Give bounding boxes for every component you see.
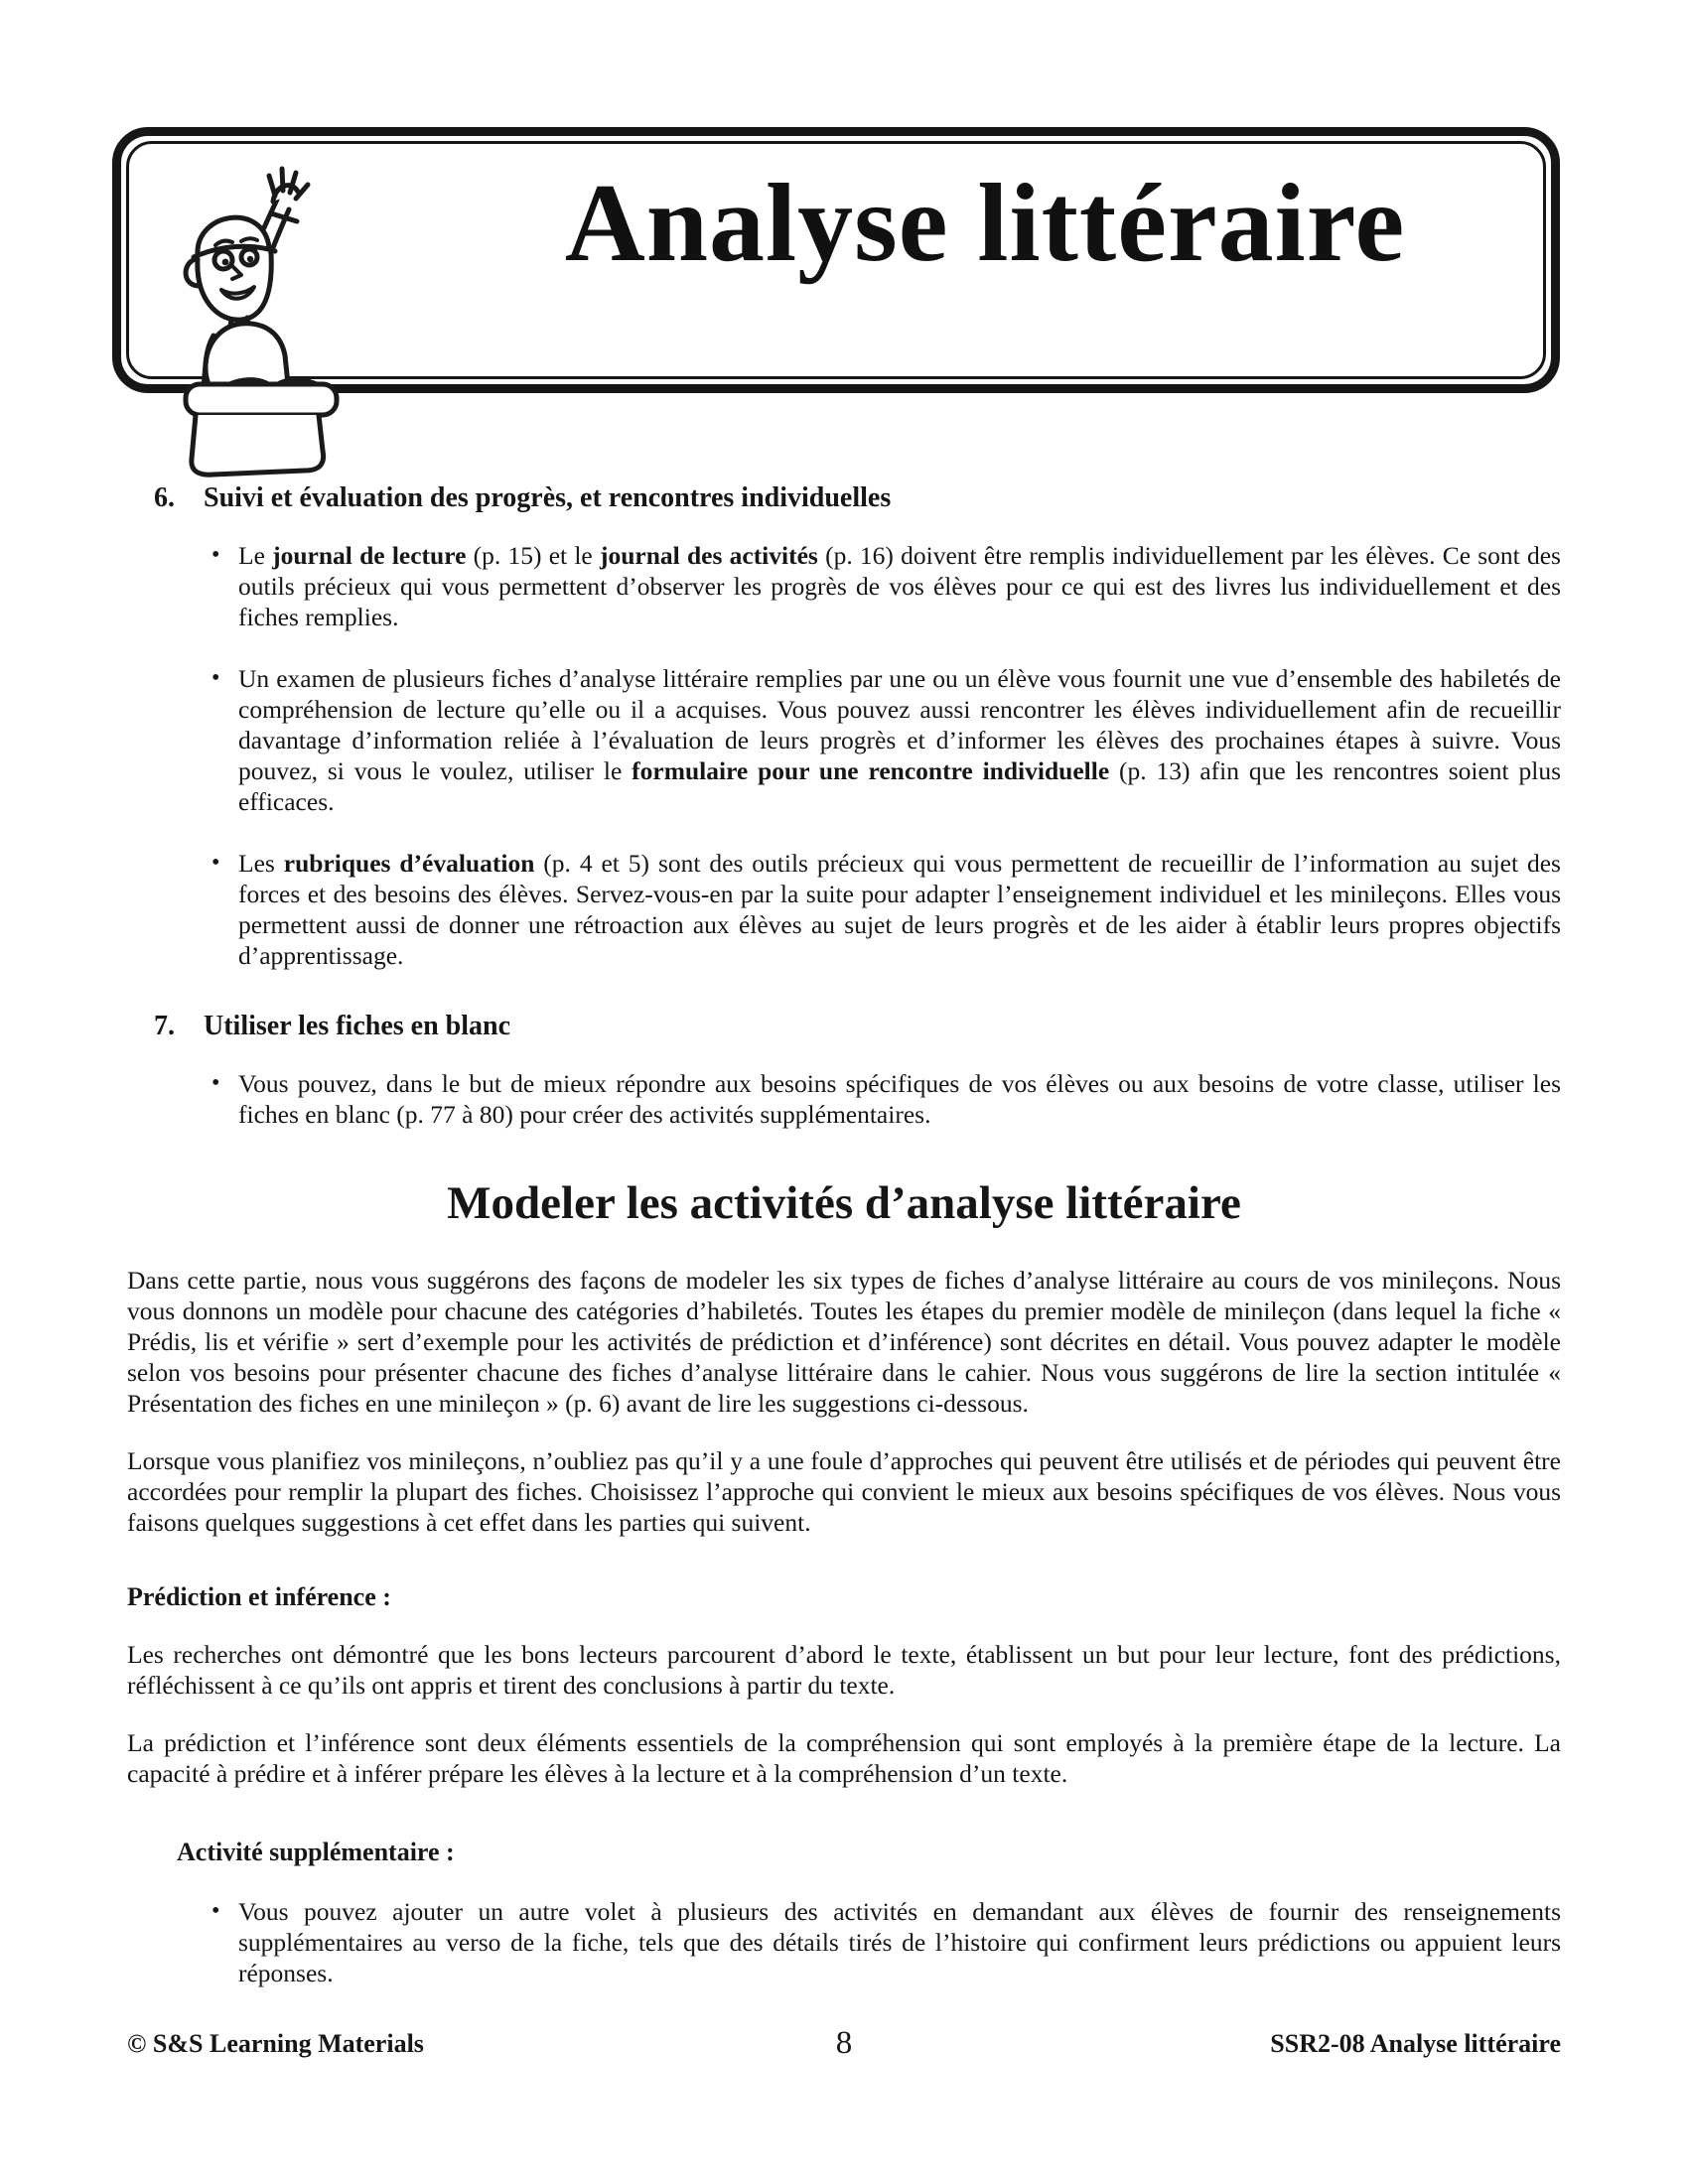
bullet-rubriques-evaluation: • Les rubriques d’évaluation (p. 4 et 5) sont des outils précieux qui vous permettent de recueillir de l’information au sujet des forces et des besoins des élèves. Servez-vous-en par la suite pour adapter l’enseignement individuel et les minileçons. Elles vous permettent aussi de donner une rétroaction aux élèves au sujet de leurs progrès et de les aider à établir leurs propres objectifs d’apprentissage. — [127, 848, 1561, 971]
bullet-fiches-en-blanc: • Vous pouvez, dans le but de mieux répondre aux besoins spécifiques de vos élèves ou aux besoins de votre classe, utiliser les fiches en blanc (p. 77 à 80) pour créer des activités supplémentaires. — [127, 1068, 1561, 1130]
prediction-paragraph-1: Les recherches ont démontré que les bons lecteurs parcourent d’abord le texte, établissent un but pour leur lecture, font des prédictions, réfléchissent à ce qu’ils ont appris et tirent des conclusions à partir du texte. — [127, 1640, 1561, 1700]
section-6-heading — [154, 482, 1561, 514]
bullet-journal-de-lecture: • Le journal de lecture (p. 15) et le journal des activités (p. 16) doivent être remplis individuellement par les élèves. Ce sont des outils précieux qui vous permettent d’observer les progrès de vos élèves pour ce qui est des livres lus individuellement et des fiches remplies. — [127, 540, 1561, 632]
section-7-bullets — [127, 1068, 1561, 1130]
activity-heading: Activité supplémentaire : — [177, 1838, 455, 1866]
page-footer — [127, 2025, 1561, 2069]
bullet-activite-supplementaire: • Vous pouvez ajouter un autre volet à plusieurs des activités en demandant aux élèves de fournir des renseignements supplémentaires au verso de la fiche, tels que des détails tirés de l’histoire qui confirment leurs prédictions ou appuient leurs réponses. — [127, 1896, 1561, 1988]
edition-text: SSR2-08 Analyse littéraire — [1270, 2029, 1561, 2058]
section-7 — [127, 1011, 1561, 1130]
modeling-paragraph-1: Dans cette partie, nous vous suggérons des façons de modeler les six types de fiches d’analyse littéraire au cours de vos minileçons. Nous vous donnons un modèle pour chacune des catégories d’habiletés. Toutes les étapes du premier modèle de minileçon (dans lequel la fiche « Prédis, lis et vérifie » sert d’exemple pour les activités de prédiction et d’inférence) sont décrites en détail. Vous pouvez adapter le modèle selon vos besoins pour présenter chacune des fiches d’analyse littéraire dans le cahier. Nous vous suggérons de lire la section intitulée « Présentation des fiches en une minileçon » (p. 6) avant de lire les suggestions ci-dessous. — [127, 1266, 1561, 1418]
section-7-heading — [154, 1011, 1561, 1042]
section-heading-text: Utiliser les fiches en blanc — [204, 1011, 511, 1041]
page-number: 8 — [835, 2025, 853, 2061]
copyright-text: © S&S Learning Materials — [127, 2029, 424, 2058]
activity-bullets — [127, 1896, 1561, 1988]
section-number: 7. — [154, 1011, 175, 1041]
student-illustration-icon — [176, 160, 350, 487]
bullet-examen-fiches: • Un examen de plusieurs fiches d’analyse littéraire remplies par une ou un élève vous fournit une vue d’ensemble des habiletés de compréhension de lecture qu’elle ou il a acquises. Vous pouvez aussi rencontrer les élèves individuellement afin de recueillir davantage d’information reliée à l’évaluation de leurs progrès et d’informer les élèves des prochaines étapes à suivre. Vous pouvez, si vous le voulez, utiliser le formulaire pour une rencontre individuelle (p. 13) afin que les rencontres soient plus efficaces. — [127, 663, 1561, 817]
title-banner — [112, 127, 1560, 393]
modeling-title: Modeler les activités d’analyse littéraire — [447, 1177, 1241, 1229]
prediction-heading: Prédiction et inférence : — [127, 1582, 391, 1611]
section-6 — [127, 482, 1561, 971]
section-number: 6. — [154, 482, 175, 513]
section-6-bullets — [127, 540, 1561, 971]
main-content — [127, 482, 1561, 1988]
section-heading-text: Suivi et évaluation des progrès, et rencontres individuelles — [204, 482, 892, 513]
page-title: Analyse littéraire — [564, 162, 1406, 285]
modeling-paragraph-2: Lorsque vous planifiez vos minileçons, n’oubliez pas qu’il y a une foule d’approches qui peuvent être utilisés et de périodes qui peuvent être accordées pour remplir la plupart des fiches. Choisissez l’approche qui convient le mieux aux besoins spécifiques de vos élèves. Nous vous faisons quelques suggestions à cet effet dans les parties qui suivent. — [127, 1446, 1561, 1537]
prediction-paragraph-2: La prédiction et l’inférence sont deux éléments essentiels de la compréhension qui sont employés à la première étape de la lecture. La capacité à prédire et à inférer prépare les élèves à la lecture et à la compréhension d’un texte. — [127, 1728, 1561, 1788]
